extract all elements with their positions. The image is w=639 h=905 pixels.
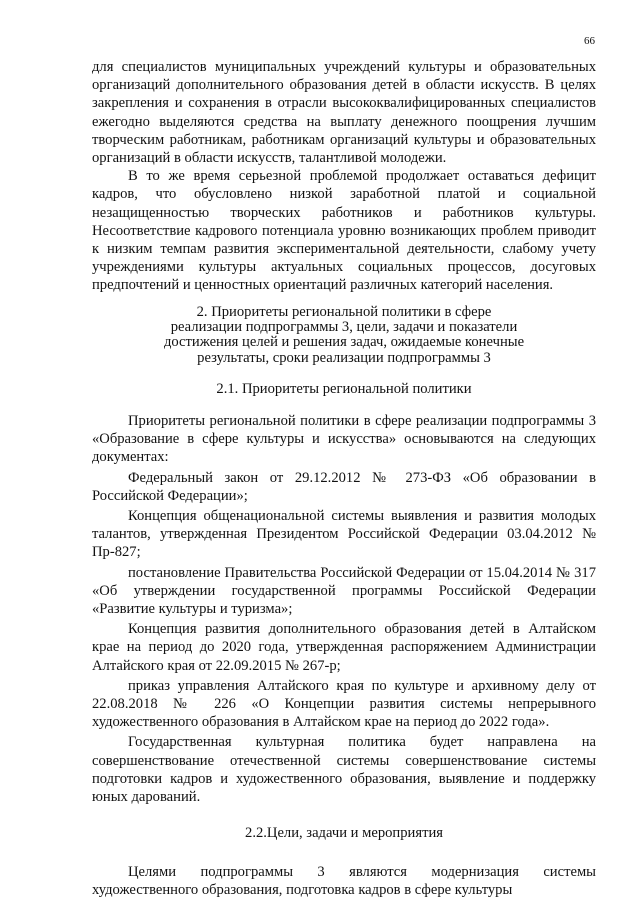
paragraph-regional-concept: Концепция развития дополнительного образования детей в Алтайском крае на период до 2020 года, утвержденная распоряжением Администрации Алтайского края от 22.09.2015 № 267-р;	[92, 621, 596, 674]
section-heading-2-line: достижения целей и решения задач, ожидаемые конечные	[163, 334, 525, 351]
page-number: 66	[584, 35, 595, 47]
paragraph-goals: Целями подпрограммы 3 являются модернизация системы художественного образования, подготовка кадров в сфере культуры	[92, 863, 596, 898]
paragraph-priorities-basis: Приоритеты региональной политики в сфере реализации подпрограммы 3 «Образование в сфере культуры и искусства» основываются на следующих документах:	[92, 413, 596, 466]
paragraph-staff-shortage: В то же время серьезной проблемой продолжает оставаться дефицит кадров, что обусловлено низкой заработной платой и социальной незащищенностью творческих работников и работников культуры. Несоответствие кадрового потенциала уровню возникающих проблем приводит к низким темпам развития экспериментальной деятельности, слабому учету учреждениями культуры актуальных социальных процессов, досуговых предпочтений и ценностных ориентаций различных категорий населения.	[92, 168, 596, 294]
document-body	[92, 58, 596, 899]
paragraph-culture-order: приказ управления Алтайского края по культуре и архивному делу от 22.08.2018 № 226 «О Концепции развития системы непрерывного художественного образования в Алтайском крае на период до 2022 года».	[92, 677, 596, 731]
paragraph-talent-concept: Концепция общенациональной системы выявления и развития молодых талантов, утвержденная Президентом Российской Федерации 03.04.2012 № Пр-827;	[92, 508, 596, 561]
section-heading-2-line: результаты, сроки реализации подпрограммы 3	[197, 349, 491, 366]
section-heading-2-2: 2.2.Цели, задачи и мероприятия	[245, 825, 443, 842]
section-heading-2-line: 2. Приоритеты региональной политики в сфере	[196, 303, 492, 320]
section-heading-2	[92, 305, 596, 366]
paragraph-intro-continuation: для специалистов муниципальных учреждений культуры и образовательных организаций дополнительного образования детей в области искусств. В целях закрепления и сохранения в отрасли высококвалифицированных специалистов ежегодно выделяются средства на выплату денежного поощрения лучшим творческим работникам, работникам организаций культуры и образовательных организаций в области искусств, талантливой молодежи.	[92, 59, 596, 167]
paragraph-federal-law: Федеральный закон от 29.12.2012 № 273-ФЗ «Об образовании в Российской Федерации»;	[92, 469, 596, 504]
section-heading-2-line: реализации подпрограммы 3, цели, задачи и показатели	[170, 318, 518, 335]
paragraph-state-policy: Государственная культурная политика будет направлена на совершенствование отечественной системы совершенствование системы подготовки кадров и художественного образования, выявление и поддержку юных дарований.	[92, 734, 596, 806]
paragraph-government-resolution: постановление Правительства Российской Федерации от 15.04.2014 № 317 «Об утверждении государственной программы Российской Федерации «Развитие культуры и туризма»;	[92, 564, 596, 618]
section-heading-2-1: 2.1. Приоритеты региональной политики	[216, 380, 472, 397]
